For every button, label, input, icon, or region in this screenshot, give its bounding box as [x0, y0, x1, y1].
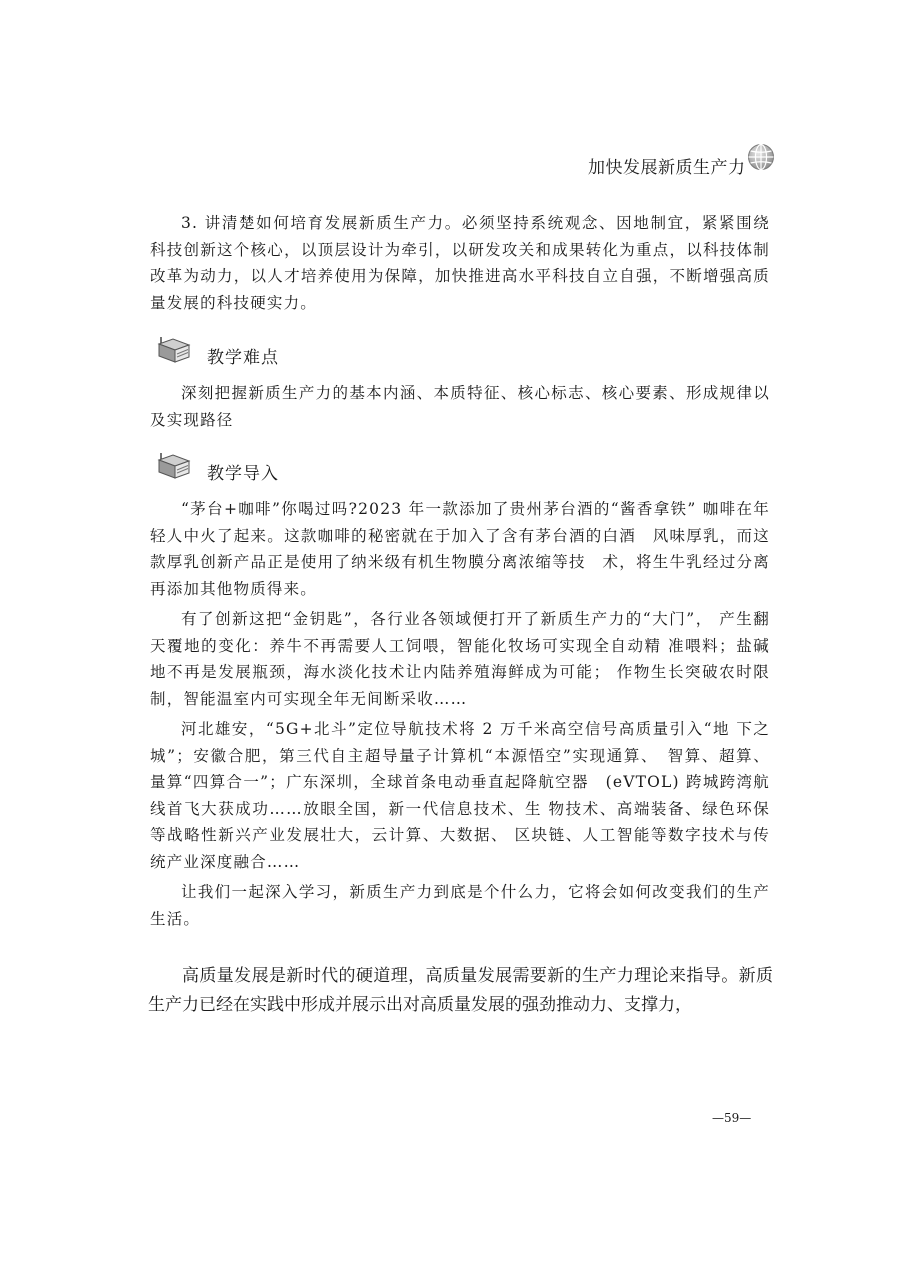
- section-title: 教学导入: [207, 464, 279, 484]
- paragraph-intro-1: “茅台+咖啡”你喝过吗?2023 年一款添加了贵州茅台酒的“酱香拿铁” 咖啡在年轻人中火了起来。这款咖啡的秘密就在于加入了含有茅台酒的白酒 风味厚乳，而这款厚乳创新产品正是使用了纳米级有机生物膜分离浓缩等技 术，将生牛乳经过分离再添加其他物质得来。: [150, 500, 770, 598]
- paragraph-body: 高质量发展是新时代的硬道理，高质量发展需要新的生产力理论来指导。新质生产力已经在实践中形成并展示出对高质量发展的强劲推动力、支撑力，: [148, 966, 773, 1015]
- paragraph-intro-3: 河北雄安，“5G+北斗”定位导航技术将 2 万千米高空信号高质量引入“地 下之城”；安徽合肥，第三代自主超导量子计算机“本源悟空”实现通算、 智算、超算、量算“四算合一”；广东深圳，全球首条电动垂直起降航空器 (eVTOL) 跨城跨湾航线首飞大获成功……放眼全国，新一代信息技术、生 物技术、高端装备、绿色环保等战略性新兴产业发展壮大，云计算、大数据、 区块链、人工智能等数字技术与传统产业深度融合……: [150, 720, 770, 871]
- paragraph-intro-2: 有了创新这把“金钥匙”，各行业各领域便打开了新质生产力的“大门”， 产生翻天覆地的变化：养牛不再需要人工饲喂，智能化牧场可实现全自动精 准喂料；盐碱地不再是发展瓶颈，海水淡化技术让内陆养殖海鲜成为可能； 作物生长突破农时限制，智能温室内可实现全年无间断采收……: [150, 610, 770, 708]
- header-title: 加快发展新质生产力: [588, 158, 746, 178]
- page-number: —59—: [712, 1111, 752, 1125]
- book-icon: [155, 450, 197, 482]
- paragraph-intro-4: 让我们一起深入学习，新质生产力到底是个什么力，它将会如何改变我们的生产生活。: [150, 883, 770, 928]
- section-title: 教学难点: [207, 348, 279, 368]
- globe-icon: [747, 143, 775, 171]
- paragraph-difficulty: 深刻把握新质生产力的基本内涵、本质特征、核心标志、核心要素、形成规律以及实现路径: [150, 384, 770, 429]
- paragraph-cultivate: 3. 讲清楚如何培育发展新质生产力。必须坚持系统观念、因地制宜，紧紧围绕科技创新这个核心，以顶层设计为牵引，以研发攻关和成果转化为重点，以科技体制改革为动力，以人才培养使用为保障，加快推进高水平科技自立自强，不断增强高质量发展的科技硬实力。: [150, 214, 770, 312]
- book-icon: [155, 334, 197, 366]
